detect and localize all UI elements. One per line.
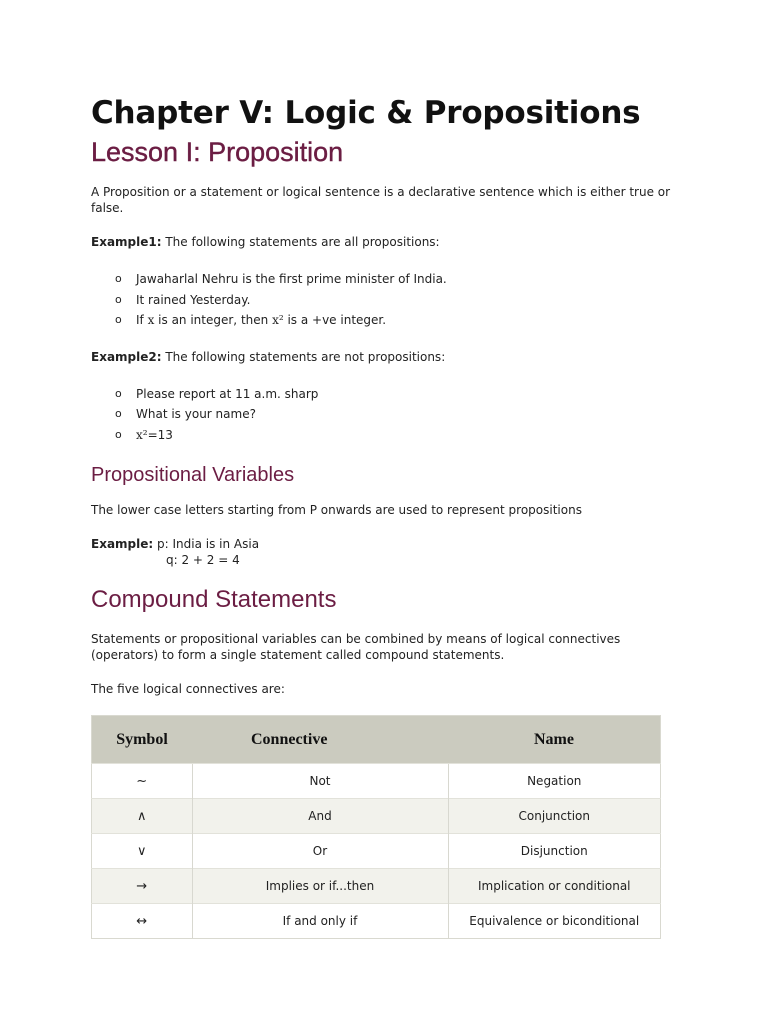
list-item	[91, 425, 671, 446]
propositional-variables-heading: Propositional Variables	[91, 464, 295, 486]
list-item-text-mid: is an integer, then	[154, 313, 273, 327]
definition-paragraph: A Proposition or a statement or logical sentence is a declarative sentence which is either true or false.	[91, 185, 671, 215]
header-symbol: Symbol	[92, 716, 193, 764]
table-header-row	[92, 716, 661, 764]
table-row	[92, 764, 661, 799]
table-row	[92, 799, 661, 834]
example1-text: The following statements are all propositions:	[161, 235, 440, 249]
list-item-text: What is your name?	[136, 407, 256, 421]
example2-list	[91, 384, 671, 446]
list-item-text-pre: If	[136, 313, 148, 327]
compound-statements-text: Statements or propositional variables can be combined by means of logical connectives (operators) to form a single statement called compound statements.	[91, 632, 621, 662]
connective-cell: And	[192, 799, 448, 834]
example1-list	[91, 269, 671, 331]
variable-x-squared: x²	[272, 313, 284, 327]
table-row	[92, 834, 661, 869]
table-row	[92, 869, 661, 904]
symbol-cell: ~	[92, 764, 193, 799]
list-item-text: It rained Yesterday.	[136, 292, 251, 307]
list-item-text-post: is a +ve integer.	[283, 313, 387, 327]
bullet-icon: o	[115, 427, 122, 441]
list-item	[91, 404, 671, 425]
list-item	[91, 290, 671, 311]
bullet-icon: o	[115, 386, 122, 400]
name-cell: Implication or conditional	[448, 869, 661, 904]
connective-cell: If and only if	[192, 904, 448, 939]
variables-example-line1	[91, 536, 671, 552]
bullet-icon: o	[115, 313, 122, 326]
name-cell: Negation	[448, 764, 661, 799]
variable-x-squared: x²	[136, 427, 148, 442]
variables-example-q: q: 2 + 2 = 4	[166, 553, 240, 567]
symbol-cell: ∨	[92, 834, 193, 869]
name-cell: Equivalence or biconditional	[448, 904, 661, 939]
name-cell: Conjunction	[448, 799, 661, 834]
variables-example-p: p: India is in Asia	[153, 537, 260, 551]
bullet-icon: o	[115, 292, 122, 306]
connectives-table	[91, 715, 661, 939]
propositional-variables-text: The lower case letters starting from P onwards are used to represent propositions	[91, 503, 582, 517]
compound-statements-heading: Compound Statements	[91, 586, 337, 613]
symbol-cell: ∧	[92, 799, 193, 834]
list-item-text: Please report at 11 a.m. sharp	[136, 386, 319, 401]
document-page	[91, 94, 671, 939]
example2-paragraph	[91, 349, 671, 365]
connective-cell: Or	[192, 834, 448, 869]
variable-x: x	[147, 313, 155, 327]
chapter-title: Chapter V: Logic & Propositions	[91, 95, 641, 131]
connective-cell: Not	[192, 764, 448, 799]
connective-cell: Implies or if...then	[192, 869, 448, 904]
table-row	[92, 904, 661, 939]
example1-label: Example1:	[91, 235, 162, 249]
list-item	[91, 310, 671, 331]
list-item-text-post: =13	[147, 427, 173, 442]
symbol-cell: →	[92, 869, 193, 904]
example1-paragraph	[91, 234, 671, 250]
symbol-cell: ↔	[92, 904, 193, 939]
list-item-text: Jawaharlal Nehru is the first prime minister of India.	[136, 272, 447, 286]
lesson-title: Lesson I: Proposition	[91, 137, 344, 167]
connectives-intro: The five logical connectives are:	[91, 682, 285, 696]
list-item	[91, 384, 671, 405]
bullet-icon: o	[115, 407, 122, 420]
bullet-icon: o	[115, 272, 122, 285]
example2-text: The following statements are not propositions:	[161, 349, 446, 364]
name-cell: Disjunction	[448, 834, 661, 869]
header-name: Name	[448, 716, 661, 764]
example2-label: Example2:	[91, 349, 162, 364]
variables-example-label: Example:	[91, 537, 154, 551]
list-item	[91, 269, 671, 290]
header-connective: Connective	[192, 716, 448, 764]
